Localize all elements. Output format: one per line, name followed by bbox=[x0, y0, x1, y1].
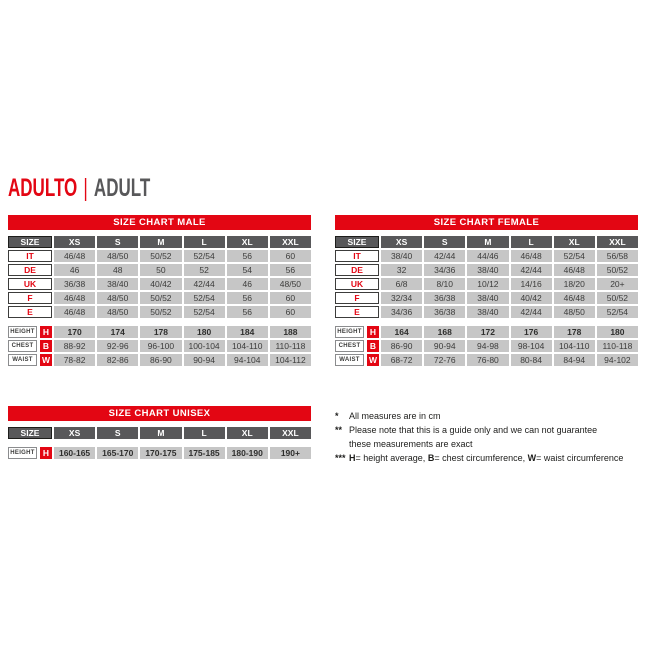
measures-grid bbox=[8, 326, 311, 366]
measure-value-cell: 90-94 bbox=[184, 354, 225, 366]
size-value-cell: 46/48 bbox=[511, 250, 552, 262]
size-grid bbox=[8, 236, 311, 318]
region-row-label: F bbox=[335, 292, 379, 304]
footnote-line bbox=[335, 451, 643, 465]
footnote-text-segment: All measures are in cm bbox=[349, 411, 441, 421]
size-value-cell: 52/54 bbox=[554, 250, 595, 262]
size-value-cell: 44/46 bbox=[467, 250, 508, 262]
size-value-cell: 52/54 bbox=[184, 250, 225, 262]
size-value-cell: 50/52 bbox=[140, 292, 181, 304]
footnote-text bbox=[349, 437, 473, 451]
size-value-cell: 48/50 bbox=[97, 250, 138, 262]
size-chart-male-table bbox=[8, 215, 311, 366]
column-header-cell: XL bbox=[227, 236, 268, 248]
size-value-cell: 36/38 bbox=[424, 306, 465, 318]
size-value-cell: 56 bbox=[227, 250, 268, 262]
measure-letter-badge: H bbox=[40, 447, 52, 459]
region-row-label: E bbox=[335, 306, 379, 318]
measure-value-cell: 188 bbox=[270, 326, 311, 338]
measure-value-cell: 170-175 bbox=[140, 447, 181, 459]
footnote-text-segment: B bbox=[427, 453, 435, 463]
measure-value-cell: 104-110 bbox=[227, 340, 268, 352]
size-value-cell: 34/36 bbox=[424, 264, 465, 276]
footnote-line bbox=[335, 437, 643, 451]
size-value-cell: 52 bbox=[184, 264, 225, 276]
measure-name-label: HEIGHT bbox=[335, 326, 364, 338]
measure-value-cell: 178 bbox=[554, 326, 595, 338]
column-header-cell: XL bbox=[554, 236, 595, 248]
measure-value-cell: 178 bbox=[140, 326, 181, 338]
region-row-label: UK bbox=[8, 278, 52, 290]
measure-row-label bbox=[8, 326, 52, 338]
measure-row-label bbox=[335, 354, 379, 366]
measure-name-label: CHEST bbox=[8, 340, 37, 352]
size-value-cell: 32/34 bbox=[381, 292, 422, 304]
measure-value-cell: 84-94 bbox=[554, 354, 595, 366]
size-value-cell: 56 bbox=[270, 264, 311, 276]
measure-value-cell: 104-112 bbox=[270, 354, 311, 366]
column-header-cell: S bbox=[97, 427, 138, 439]
size-chart-female-table bbox=[335, 215, 638, 366]
measure-value-cell: 168 bbox=[424, 326, 465, 338]
size-value-cell: 48/50 bbox=[97, 306, 138, 318]
footnote-text-segment: = chest circumference, bbox=[434, 453, 528, 463]
footnote-text bbox=[349, 409, 441, 423]
size-value-cell: 48/50 bbox=[270, 278, 311, 290]
measure-row-label bbox=[8, 340, 52, 352]
footnote-text bbox=[349, 451, 623, 465]
region-row-label: IT bbox=[8, 250, 52, 262]
footnote-marker: ** bbox=[335, 425, 343, 435]
page-title-secondary: ADULT bbox=[93, 174, 151, 202]
size-grid bbox=[335, 236, 638, 318]
size-value-cell: 52/54 bbox=[184, 292, 225, 304]
measure-value-cell: 98-104 bbox=[511, 340, 552, 352]
size-corner-cell: SIZE bbox=[8, 427, 52, 439]
size-value-cell: 46/48 bbox=[554, 292, 595, 304]
size-value-cell: 46/48 bbox=[54, 306, 95, 318]
column-header-cell: L bbox=[184, 427, 225, 439]
size-value-cell: 38/40 bbox=[467, 292, 508, 304]
size-value-cell: 38/40 bbox=[381, 250, 422, 262]
size-value-cell: 14/16 bbox=[511, 278, 552, 290]
measure-letter-badge: H bbox=[367, 326, 379, 338]
table-title-banner: SIZE CHART MALE bbox=[8, 215, 311, 230]
measure-value-cell: 190+ bbox=[270, 447, 311, 459]
footnotes bbox=[335, 409, 643, 465]
footnote-text-segment: W bbox=[527, 453, 537, 463]
column-header-cell: M bbox=[140, 427, 181, 439]
size-value-cell: 32 bbox=[381, 264, 422, 276]
table-title-banner: SIZE CHART UNISEX bbox=[8, 406, 311, 421]
footnote-marker bbox=[335, 437, 349, 451]
footnote-text-segment: these measurements are exact bbox=[349, 439, 473, 449]
measure-value-cell: 176 bbox=[511, 326, 552, 338]
size-value-cell: 38/40 bbox=[467, 264, 508, 276]
column-header-cell: XXL bbox=[270, 236, 311, 248]
page-title-separator: | bbox=[83, 174, 88, 202]
measure-value-cell: 175-185 bbox=[184, 447, 225, 459]
size-value-cell: 38/40 bbox=[467, 306, 508, 318]
measure-value-cell: 78-82 bbox=[54, 354, 95, 366]
region-row-label: DE bbox=[335, 264, 379, 276]
size-value-cell: 56/58 bbox=[597, 250, 638, 262]
size-chart-unisex-table bbox=[8, 406, 311, 459]
measure-letter-badge: B bbox=[40, 340, 52, 352]
size-value-cell: 38/40 bbox=[97, 278, 138, 290]
page-title bbox=[8, 176, 150, 201]
size-value-cell: 36/38 bbox=[54, 278, 95, 290]
measure-value-cell: 94-104 bbox=[227, 354, 268, 366]
column-header-cell: S bbox=[424, 236, 465, 248]
column-header-cell: XXL bbox=[270, 427, 311, 439]
size-value-cell: 60 bbox=[270, 292, 311, 304]
size-value-cell: 42/44 bbox=[511, 264, 552, 276]
footnote-text-segment: H bbox=[349, 453, 356, 463]
footnote-text bbox=[349, 423, 597, 437]
measure-value-cell: 184 bbox=[227, 326, 268, 338]
measure-value-cell: 80-84 bbox=[511, 354, 552, 366]
size-value-cell: 20+ bbox=[597, 278, 638, 290]
size-value-cell: 60 bbox=[270, 306, 311, 318]
column-header-cell: XS bbox=[54, 236, 95, 248]
size-value-cell: 48 bbox=[97, 264, 138, 276]
footnote-marker: *** bbox=[335, 453, 346, 463]
footnote-text-segment: = height average, bbox=[355, 453, 428, 463]
size-value-cell: 50 bbox=[140, 264, 181, 276]
measure-value-cell: 164 bbox=[381, 326, 422, 338]
measure-value-cell: 86-90 bbox=[140, 354, 181, 366]
size-value-cell: 48/50 bbox=[554, 306, 595, 318]
region-row-label: DE bbox=[8, 264, 52, 276]
size-value-cell: 40/42 bbox=[511, 292, 552, 304]
footnote-line bbox=[335, 423, 643, 437]
size-value-cell: 42/44 bbox=[424, 250, 465, 262]
measure-row-label bbox=[8, 447, 52, 459]
size-value-cell: 34/36 bbox=[381, 306, 422, 318]
size-value-cell: 42/44 bbox=[184, 278, 225, 290]
size-value-cell: 52/54 bbox=[597, 306, 638, 318]
measure-letter-badge: B bbox=[367, 340, 379, 352]
table-title-banner: SIZE CHART FEMALE bbox=[335, 215, 638, 230]
size-value-cell: 52/54 bbox=[184, 306, 225, 318]
footnote-line bbox=[335, 409, 643, 423]
size-value-cell: 46 bbox=[54, 264, 95, 276]
column-header-cell: XS bbox=[381, 236, 422, 248]
measure-row-label bbox=[335, 340, 379, 352]
measure-value-cell: 100-104 bbox=[184, 340, 225, 352]
size-value-cell: 50/52 bbox=[597, 292, 638, 304]
column-header-cell: L bbox=[184, 236, 225, 248]
measure-value-cell: 110-118 bbox=[597, 340, 638, 352]
size-corner-cell: SIZE bbox=[8, 236, 52, 248]
size-value-cell: 60 bbox=[270, 250, 311, 262]
measure-value-cell: 86-90 bbox=[381, 340, 422, 352]
measure-value-cell: 82-86 bbox=[97, 354, 138, 366]
measure-letter-badge: H bbox=[40, 326, 52, 338]
region-row-label: F bbox=[8, 292, 52, 304]
measure-name-label: HEIGHT bbox=[8, 326, 37, 338]
column-header-cell: XS bbox=[54, 427, 95, 439]
region-row-label: UK bbox=[335, 278, 379, 290]
column-header-cell: XXL bbox=[597, 236, 638, 248]
measure-value-cell: 92-96 bbox=[97, 340, 138, 352]
measure-value-cell: 96-100 bbox=[140, 340, 181, 352]
measures-grid bbox=[335, 326, 638, 366]
column-header-cell: M bbox=[467, 236, 508, 248]
size-value-cell: 18/20 bbox=[554, 278, 595, 290]
measure-value-cell: 90-94 bbox=[424, 340, 465, 352]
measure-value-cell: 174 bbox=[97, 326, 138, 338]
measure-value-cell: 94-102 bbox=[597, 354, 638, 366]
size-value-cell: 6/8 bbox=[381, 278, 422, 290]
column-header-cell: S bbox=[97, 236, 138, 248]
size-value-cell: 36/38 bbox=[424, 292, 465, 304]
measures-grid bbox=[8, 447, 311, 459]
measure-value-cell: 180 bbox=[597, 326, 638, 338]
size-value-cell: 8/10 bbox=[424, 278, 465, 290]
size-value-cell: 50/52 bbox=[140, 306, 181, 318]
size-value-cell: 46/48 bbox=[554, 264, 595, 276]
size-value-cell: 46/48 bbox=[54, 292, 95, 304]
measure-letter-badge: W bbox=[41, 355, 51, 365]
measure-name-label: WAIST bbox=[8, 354, 37, 366]
measure-value-cell: 76-80 bbox=[467, 354, 508, 366]
region-row-label: E bbox=[8, 306, 52, 318]
measure-value-cell: 172 bbox=[467, 326, 508, 338]
column-header-cell: L bbox=[511, 236, 552, 248]
size-value-cell: 50/52 bbox=[140, 250, 181, 262]
measure-row-label bbox=[335, 326, 379, 338]
size-value-cell: 40/42 bbox=[140, 278, 181, 290]
size-value-cell: 42/44 bbox=[511, 306, 552, 318]
region-row-label: IT bbox=[335, 250, 379, 262]
measure-value-cell: 110-118 bbox=[270, 340, 311, 352]
footnote-text-segment: = waist circumference bbox=[536, 453, 624, 463]
measure-value-cell: 94-98 bbox=[467, 340, 508, 352]
measure-value-cell: 170 bbox=[54, 326, 95, 338]
measure-value-cell: 68-72 bbox=[381, 354, 422, 366]
size-corner-cell: SIZE bbox=[335, 236, 379, 248]
measure-name-label: CHEST bbox=[335, 340, 364, 352]
measure-value-cell: 104-110 bbox=[554, 340, 595, 352]
column-header-cell: M bbox=[140, 236, 181, 248]
measure-value-cell: 160-165 bbox=[54, 447, 95, 459]
size-value-cell: 56 bbox=[227, 306, 268, 318]
measure-value-cell: 180-190 bbox=[227, 447, 268, 459]
measure-value-cell: 165-170 bbox=[97, 447, 138, 459]
measure-value-cell: 180 bbox=[184, 326, 225, 338]
measure-name-label: WAIST bbox=[335, 354, 364, 366]
size-value-cell: 48/50 bbox=[97, 292, 138, 304]
size-value-cell: 46 bbox=[227, 278, 268, 290]
page-title-primary: ADULTO bbox=[8, 174, 78, 202]
measure-row-label bbox=[8, 354, 52, 366]
measure-name-label: HEIGHT bbox=[8, 447, 37, 459]
measure-value-cell: 88-92 bbox=[54, 340, 95, 352]
footnote-text-segment: Please note that this is a guide only and we can not guarantee bbox=[349, 425, 598, 435]
size-value-cell: 56 bbox=[227, 292, 268, 304]
size-grid bbox=[8, 427, 311, 439]
size-value-cell: 54 bbox=[227, 264, 268, 276]
measure-letter-badge: W bbox=[368, 355, 378, 365]
size-value-cell: 46/48 bbox=[54, 250, 95, 262]
column-header-cell: XL bbox=[227, 427, 268, 439]
measure-value-cell: 72-76 bbox=[424, 354, 465, 366]
footnote-marker: * bbox=[335, 411, 339, 421]
size-value-cell: 50/52 bbox=[597, 264, 638, 276]
size-value-cell: 10/12 bbox=[467, 278, 508, 290]
